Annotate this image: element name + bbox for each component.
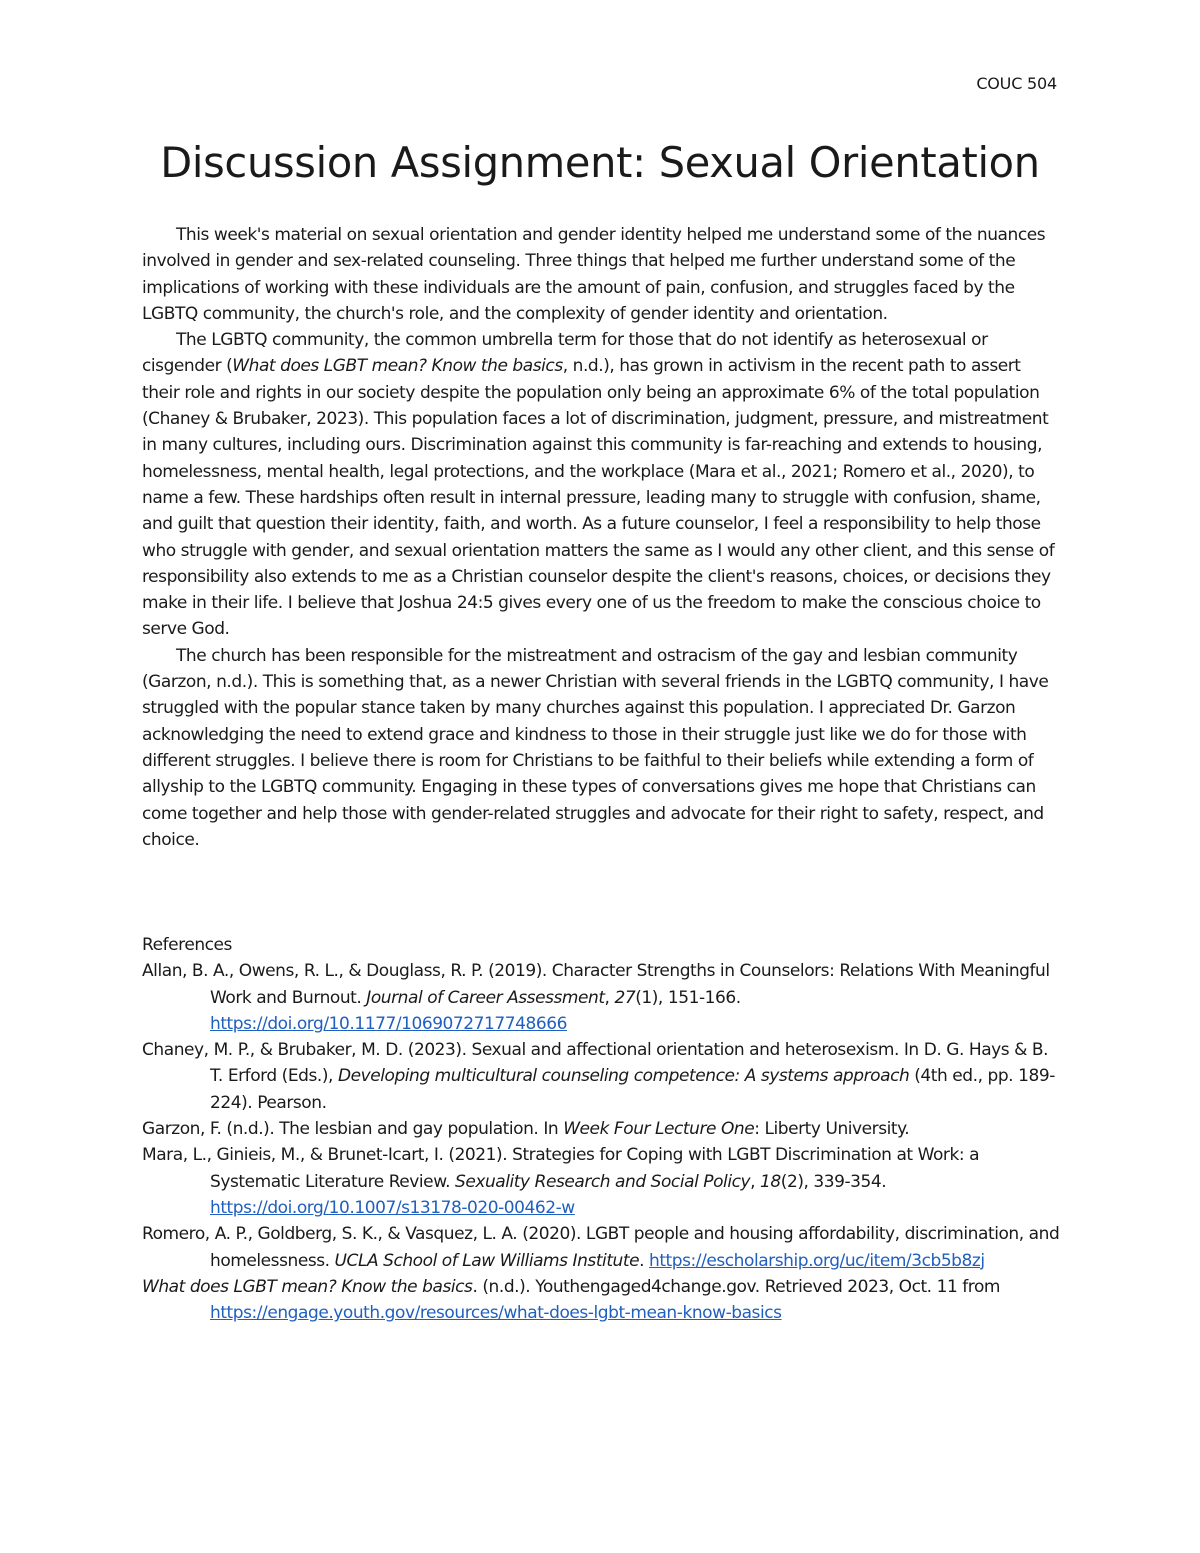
- reference-text: Romero, A. P., Goldberg, S. K., & Vasquez, L. A. (2020). LGBT people and housing affordability, discrimination, and homelessness.: [142, 1224, 1060, 1271]
- reference-link[interactable]: https://engage.youth.gov/resources/what-does-lgbt-mean-know-basics: [210, 1303, 782, 1324]
- references-heading: References: [142, 935, 232, 955]
- references-section: [142, 932, 1062, 1326]
- paragraph-2: [142, 327, 1062, 643]
- reference-journal: Sexuality Research and Social Policy: [455, 1171, 751, 1192]
- reference-mara: [142, 1142, 1062, 1221]
- reference-title: What does LGBT mean? Know the basics: [142, 1276, 473, 1297]
- reference-journal: Journal of Career Assessment: [366, 987, 605, 1008]
- paragraph-3: The church has been responsible for the mistreatment and ostracism of the gay and lesbian community (Garzon, n.d.). This is something that, as a newer Christian with several friends in the LGBTQ community, I have struggled with the popular stance taken by many churches against this population. I appreciated Dr. Garzon acknowledging the need to extend grace and kindness to those in their struggle just like we do for those with different struggles. I believe there is room for Christians to be faithful to their beliefs while extending a form of allyship to the LGBTQ community. Engaging in these types of conversations gives me hope that Christians can come together and help those with gender-related struggles and advocate for their right to safety, respect, and choice.: [142, 645, 1049, 850]
- reference-text: Allan, B. A., Owens, R. L., & Douglass, R. P. (2019). Character Strengths in Counselors: Relations With Meaningful Work and Burnout.: [142, 961, 1050, 1008]
- page-title: Discussion Assignment: Sexual Orientation: [160, 138, 1040, 187]
- reference-book-title: Developing multicultural counseling competence: A systems approach: [337, 1066, 910, 1087]
- reference-chaney: [142, 1037, 1062, 1116]
- reference-source: Week Four Lecture One: [563, 1119, 755, 1140]
- reference-link[interactable]: https://doi.org/10.1177/1069072717748666: [210, 1013, 567, 1034]
- reference-text-rest: (4th ed., pp. 189-224). Pearson.: [210, 1066, 1055, 1113]
- reference-what-does-lgbt: [142, 1274, 1062, 1327]
- reference-allan: [142, 958, 1062, 1037]
- reference-text: Chaney, M. P., & Brubaker, M. D. (2023). Sexual and affectional orientation and heterosexism. In D. G. Hays & B. T. Erford (Eds.),: [142, 1040, 1049, 1087]
- reference-romero: [142, 1221, 1062, 1274]
- reference-text: Mara, L., Ginieis, M., & Brunet-Icart, I. (2021). Strategies for Coping with LGBT Discrimination at Work: a Systematic Literature Review.: [142, 1145, 980, 1192]
- reference-text-rest: (2), 339-354.: [780, 1171, 887, 1192]
- reference-separator: ,: [604, 987, 615, 1008]
- paragraph-2-text-a: The LGBTQ community, the common umbrella term for those that do not identify as heterosexual or cisgender (: [142, 330, 988, 377]
- reference-text-rest: : Liberty University.: [754, 1119, 910, 1140]
- paragraph-2-text-b: , n.d.), has grown in activism in the recent path to assert their role and rights in our society despite the population only being an approximate 6% of the total population (Chaney & Brubaker, 2023). This population faces a lot of discrimination, judgment, pressure, and mistreatment in many cultures, including ours. Discrimination against this community is far-reaching and extends to housing, homelessness, mental health, legal protections, and the workplace (Mara et al., 2021; Romero et al., 2020), to name a few. These hardships often result in internal pressure, leading many to struggle with confusion, shame, and guilt that question their identity, faith, and worth. As a future counselor, I feel a responsibility to help those who struggle with gender, and sexual orientation matters the same as I would any other client, and this sense of responsibility also extends to me as a Christian counselor despite the client's reasons, choices, or decisions they make in their life. I believe that Joshua 24:5 gives every one of us the freedom to make the conscious choice to serve God.: [142, 356, 1055, 640]
- reference-volume: 18: [760, 1171, 781, 1192]
- reference-source: UCLA School of Law Williams Institute: [334, 1250, 640, 1271]
- reference-volume: 27: [614, 987, 636, 1008]
- reference-text-rest: .: [639, 1250, 650, 1271]
- reference-link[interactable]: https://escholarship.org/uc/item/3cb5b8zj: [649, 1250, 985, 1271]
- reference-text-rest: (1), 151-166.: [635, 987, 741, 1008]
- discussion-body: [142, 222, 1062, 853]
- reference-garzon: [142, 1116, 1062, 1142]
- reference-separator: ,: [750, 1171, 761, 1192]
- paragraph-1: This week's material on sexual orientation and gender identity helped me understand some of the nuances involved in gender and sex-related counseling. Three things that helped me further understand some of the implications of working with these individuals are the amount of pain, confusion, and struggles faced by the LGBTQ community, the church's role, and the complexity of gender identity and orientation.: [142, 225, 1046, 324]
- reference-link[interactable]: https://doi.org/10.1007/s13178-020-00462-w: [210, 1197, 575, 1218]
- reference-text-rest: . (n.d.). Youthengaged4change.gov. Retrieved 2023, Oct. 11 from: [472, 1276, 1001, 1297]
- paragraph-2-citation-title: What does LGBT mean? Know the basics: [232, 356, 563, 377]
- reference-text: Garzon, F. (n.d.). The lesbian and gay population. In: [142, 1119, 564, 1140]
- course-code-header: COUC 504: [976, 74, 1057, 93]
